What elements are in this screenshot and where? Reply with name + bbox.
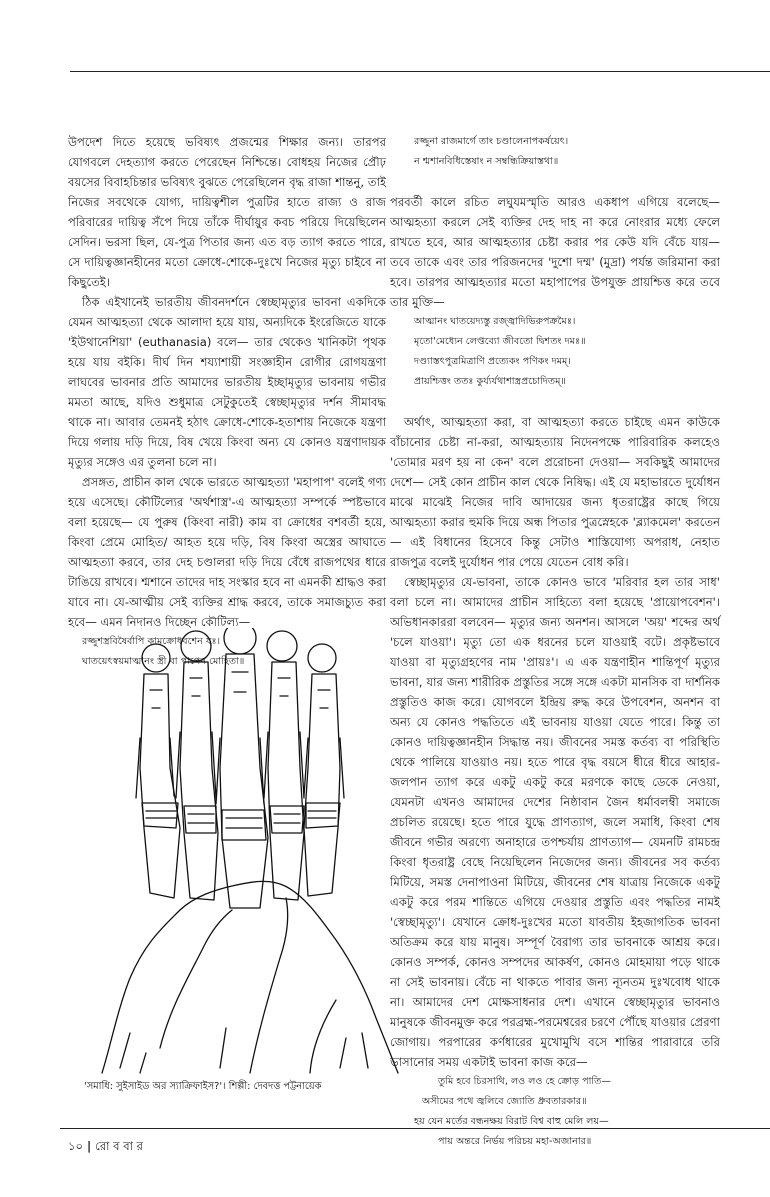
page-number: ১০ — [68, 1139, 83, 1153]
verse-line: প্রায়শ্চিত্তং ততঃ কুর্য্যর্যথাশাস্ত্রপ্রচোদিতম্॥ — [414, 376, 566, 387]
page-footer — [68, 1139, 143, 1153]
verse-line: তুমি হবে চিরসাথি, লও লও হে ক্রোড় পাতি— — [438, 1076, 611, 1087]
arms — [136, 732, 344, 804]
verse-line: মৃতো'মেধ্যেন লেপ্তব্যো জীবতো দ্বিশতং দমঃ॥ — [414, 336, 586, 347]
right-column — [390, 132, 720, 1152]
verse-line: পায় অন্তরে নির্ভয় পরিচয় মহা-অজানার॥ — [438, 1136, 592, 1147]
right-verse-top — [390, 132, 720, 172]
left-paragraph-2: ঠিক এইখানেই ভারতীয় জীবনদর্শনে স্বেচ্ছামৃত্যুর ভাবনা একদিকে যেমন আত্মহত্যা থেকে আলাদা হয়ে যায়, অন্যদিকে ইংরেজিতে যাকে 'ইউথানেশিয়া' (euthanasia) বলে— তার থেকেও খানিকটা পৃথক হয়ে যায় বইকি। দীর্ঘ দিন শয্যাশায়ী সংজ্ঞাহীন রোগীর রোগযন্ত্রণা লাঘবের ভাবনার প্রতি আমাদের ভারতীয় ইচ্ছামৃত্যুর ভাবনায় গভীর মমতা আছে, যদিও শুধুমাত্র সেটুকুতেই স্বেচ্ছামৃত্যুর দর্শন সীমাবদ্ধ থাকে না। আবার তেমনই হঠাৎ ক্রোধে-শোকে-হতাশায় নিজেকে যন্ত্রণা দিয়ে গলায় দড়ি দিয়ে, বিষ খেয়ে কিংবা অন্য যে কোনও যন্ত্রণাদায়ক মৃত্যুর সঙ্গেও এর তুলনা চলে না। — [68, 295, 386, 469]
header-rule — [70, 71, 770, 72]
left-paragraph-3: প্রসঙ্গত, প্রাচীন কাল থেকে ভারতে আত্মহত্যা 'মহাপাপ' বলেই গণ্য হয়ে এসেছে। কৌটিল্যের 'অর্থশাস্ত্র'-এ আত্মহত্যা সম্পর্কে স্পষ্টভাবে বলা হয়েছে— যে পুরুষ (কিংবা নারী) কাম বা ক্রোধের বশবর্তী হয়ে, কিংবা প্রেমে মোহিত/ আহত হয়ে দড়ি, বিষ কিংবা অস্ত্রের আঘাতে আত্মহত্যা করবে, তার দেহ চণ্ডালরা দড়ি দিয়ে বেঁধে রাজপথের ধারে টাঙিয়ে রাখবে। শ্মশানে তাদের দাহ সংস্কার হবে না এমনকী শ্রাদ্ধও করা যাবে না। যে-আত্মীয় সেই ব্যক্তির শ্রাদ্ধ করবে, তাকে সমাজচ্যুত করা হবে— এমন নিদানও দিচ্ছেন কৌটিল্য— — [68, 475, 386, 629]
right-verse-end — [390, 1072, 720, 1152]
verse-line: ঘাতয়েৎস্বয়মাত্মানং স্ত্রী বা পাপেন মোহিতা॥ — [82, 656, 245, 667]
verse-line: হয় যেন মর্তের বন্ধনক্ষয় বিরাট বিশ্ব বাহু মেলি লয়— — [414, 1116, 609, 1127]
right-paragraph-3: স্বেচ্ছামৃত্যুর যে-ভাবনা, তাকে কোনও ভাবে 'মরিবার হল তার সাধ' বলা চলে না। আমাদের প্রাচীন সাহিত্যে বলা হয়েছে 'প্রায়োপবেশন'। অভিধানকাররা বলবেন— মৃত্যুর জন্য অনশন। আসলে 'অয়' শব্দের অর্থ 'চলে যাওয়া'। মৃত্যু তো এক ধরনের চলে যাওয়াই বটে। প্রকৃষ্টভাবে যাওয়া বা মৃত্যুগ্রহণের নাম 'প্রায়ঃ'। এ এক যন্ত্রণাহীন শান্তিপূর্ণ মৃত্যুর ভাবনা, যার জন্য শারীরিক প্রস্তুতির সঙ্গে সঙ্গে একটা মানসিক বা দার্শনিক প্রস্তুতিও কাজ করে। যোগবলে ইন্দ্রিয় রুদ্ধ করে উপবেশন, অনশন বা অন্য যে কোনও পদ্ধতিতে এই ভাবনায় যাওয়া যেতে পারে। কিন্তু তা কোনও দায়িত্বজ্ঞানহীন সিদ্ধান্ত নয়। জীবনের সমস্ত কর্তব্য বা পরিস্থিতি থেকে পালিয়ে যাওয়াও নয়। হতে পারে বৃদ্ধ বয়সে ধীরে ধীরে আহার-জলপান ত্যাগ করে একটু একটু করে মরণকে কাছে ডেকে নেওয়া, যেমনটা এখনও আমাদের দেশের নিষ্ঠাবান জৈন ধর্মাবলম্বী সমাজে প্রচলিত রয়েছে। হতে পারে যুদ্ধে প্রাণত্যাগ, জলে সমাধি, কিংবা শেষ জীবনে গভীর অরণ্যে অনাহারে তপশ্চর্যায় প্রাণত্যাগ— যেমনটি রামচন্দ্র কিংবা ধৃতরাষ্ট্র বেছে নিয়েছিলেন নিজেদের জন্য। জীবনের সব কর্তব্য মিটিয়ে, সমস্ত দেনাপাওনা মিটিয়ে, জীবনের শেষ যাত্রায় নিজেকে একটু একটু করে পরম শান্তিতে এগিয়ে দেওয়ার প্রস্তুতি এবং পদ্ধতির নামই 'স্বেচ্ছামৃত্যু'। যেখানে ক্রোধ-দুঃখের মতো যাবতীয় ইহজাগতিক ভাবনা অতিক্রম করে যায় মানুষ। সম্পূর্ণ বৈরাগ্য তার ভাবনাকে আশ্রয় করে। কোনও সম্পর্ক, কোনও সম্পদের আকর্ষণ, কোনও মোহমায়া পড়ে থাকে না সেই ভাবনায়। বেঁচে না থাকতে পাবার জন্য ন্যূনতম দুঃখবোধ থাকে না। আমাদের দেশ মোক্ষসাধনার দেশ। এখানে স্বেচ্ছামৃত্যুর ভাবনাও মানুষকে জীবনমুক্ত করে পরব্রহ্ম-পরমেশ্বরের চরণে পৌঁছে যাওয়ার প্রেরণা জোগায়। পরপারের কর্ণধারের মুখোমুখি বসে শান্তির পারাবারে তরি ভাসানোর সময় একটাই ভাবনা কাজ করে— — [390, 575, 720, 1069]
loincloth-folds — [146, 811, 336, 828]
halo — [142, 644, 170, 672]
mountain-hatching — [120, 1028, 368, 1073]
figure-outline — [268, 662, 304, 900]
footer-separator: | — [86, 1139, 92, 1153]
mouths — [152, 692, 328, 708]
magazine-name: রো ব বা র — [95, 1139, 143, 1153]
right-paragraph-1: পরবর্তী কালে রচিত লঘুযমস্মৃতি আরও একধাপ এগিয়ে বলেছে— আত্মহত্যা করলে সেই ব্যক্তির দেহ দাহ না করে নোংরার মধ্যে ফেলে রাখতে হবে, আর আত্মহত্যার চেষ্টা করার পর কেউ যদি বেঁচে যায়— তবে তাকে এবং তার পরিজনদের 'দুশো দম্ম' (মুদ্রা) পর্যন্ত জরিমানা করা হবে। তারপর আত্মহত্যার মতো মহাপাপের উপযুক্ত প্রায়শ্চিত্ত করে তবে তার মুক্তি— — [390, 195, 720, 309]
left-paragraph-1: উপদেশ দিতে হয়েছে ভবিষ্যৎ প্রজন্মের শিক্ষার জন্য। তারপর যোগবলে দেহত্যাগ করতে পেরেছেন নিশ্চিন্তে। বোধহয় নিজের প্রৌঢ় বয়সের বিবাহচিন্তার ভবিষ্যৎ বুঝতে পেরেছিলেন বৃদ্ধ রাজা শান্তনু, তাই নিজের সবথেকে যোগ্য, দায়িত্বশীল পুত্রটির হাতে রাজ্য ও রাজ পরিবারের দায়িত্ব সঁপে দিয়ে তাঁকে দীর্ঘায়ুর কবচ পরিয়ে দিয়েছিলেন সেদিন। ভরসা ছিল, যে-পুত্র পিতার জন্য এত বড় ত্যাগ করতে পারে, সে দায়িত্বজ্ঞানহীনের মতো ক্রোধে-শোকে-দুঃখে নিজের মৃত্যু চাইবে না কিছুতেই। — [68, 135, 386, 289]
mountain-outline — [102, 881, 398, 1073]
figure-outline — [304, 674, 340, 896]
halo — [308, 644, 336, 672]
mountain-ridge — [310, 1000, 336, 1073]
verse-line: রজ্জুশস্ত্রবিষৈর্বাপি কামক্রোধবশেন যঃ। — [82, 636, 221, 647]
verse-line: আত্মানং ঘাতয়েদ্যস্তু রজ্জ্বাদিভিরুপক্রমৈঃ। — [414, 316, 576, 327]
closed-eyes — [150, 672, 330, 690]
illustration-samadhi — [100, 628, 400, 1078]
verse-line: অসীমের পথে জ্বলিবে জ্যোতি ধ্রুবতারকার॥ — [422, 1096, 587, 1107]
verse-line: ন শ্মশানবিধিস্তেষাং ন সম্বন্ধিক্রিয়াস্তথা॥ — [414, 156, 559, 167]
figure-outline — [180, 662, 218, 900]
right-paragraph-2: অর্থাৎ, আত্মহত্যা করা, বা আত্মহত্যা করতে চাইছে এমন কাউকে বাঁচানোর চেষ্টা না-করা, আত্মহত্যায় নিদেনপক্ষে পারিবারিক কলহেও 'তোমার মরণ হয় না কেন' বলে প্ররোচনা দেওয়া— সবকিছুই আমাদের দেশে— সেই কোন প্রাচীন কাল থেকে নিষিদ্ধ। এই যে মহাভারতে দুর্যোধন মাঝে মাঝেই নিজের দাবি আদায়ের জন্য ধৃতরাষ্ট্রের কাছে গিয়ে আত্মহত্যা করার হুমকি দিয়ে অন্ধ পিতার পুত্রস্নেহকে 'ব্ল্যাকমেল' করতেন— এই বিধানের হিসেবে কিন্তু সেটাও শাস্তিযোগ্য অপরাধ, নেহাত রাজপুত্র বলেই দুর্যোধন পার পেয়ে যেতেন বোধ করি। — [390, 415, 720, 569]
left-column — [68, 132, 386, 672]
verse-line: দণ্ড্যাস্তৎপুত্রমিত্রাণি প্রত্যেকং পণিকং দমম্। — [414, 356, 571, 367]
loincloths — [142, 803, 340, 840]
mountain-ridge — [250, 898, 288, 1073]
mountain-ridge — [160, 910, 232, 1048]
right-verse-mid — [390, 312, 720, 392]
halo — [224, 628, 256, 654]
halo — [181, 631, 211, 661]
footer-rule — [60, 1128, 770, 1129]
verse-line: রজ্জুনা রাজমার্গে তাং চণ্ডালেনাপকর্ষয়েৎ। — [414, 136, 569, 147]
halo — [267, 631, 297, 661]
illustration-caption: 'সমাধি: সুইসাইড অর স্যাক্রিফাইস?'। শিল্পী: দেবদত্ত পট্টনায়েক — [84, 1081, 322, 1092]
